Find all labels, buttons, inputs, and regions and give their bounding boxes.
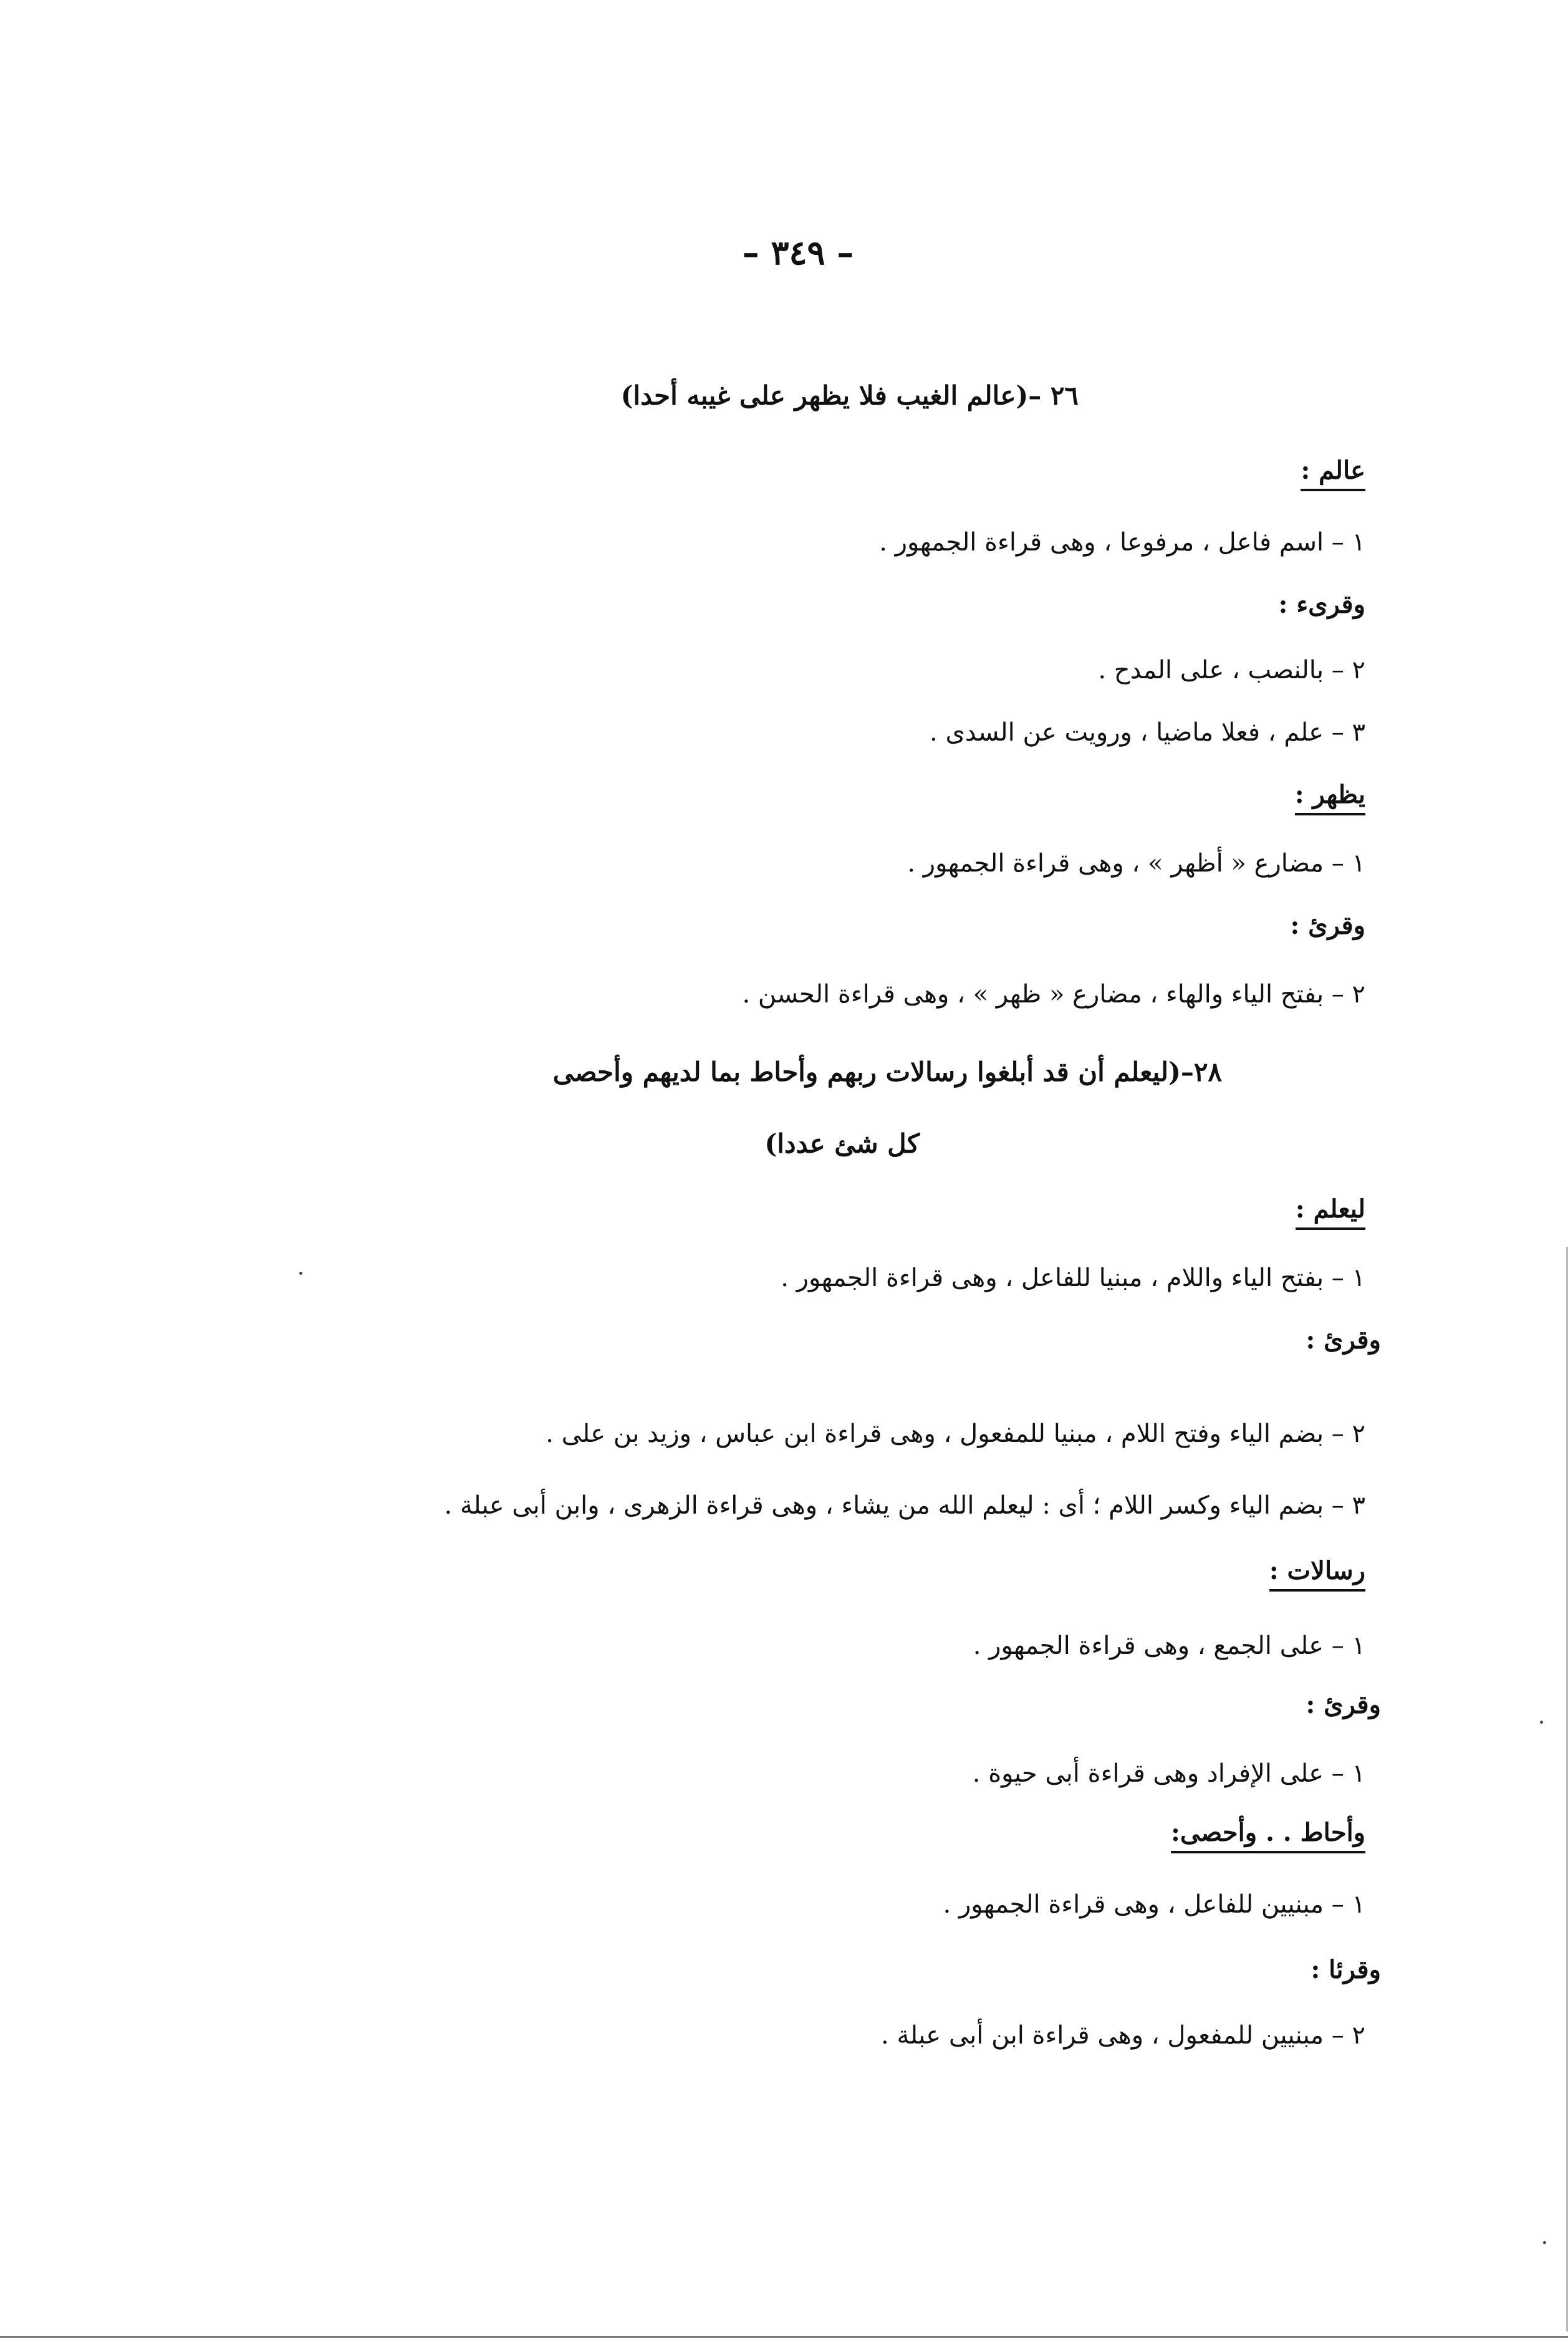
- verse-26: ٢٦ –(عالم الغيب فلا يظهر على غيبه أحدا): [620, 380, 1079, 411]
- yuzhir-reading-1: ١ – مضارع « أظهر » ، وهى قراءة الجمهور .: [907, 849, 1365, 878]
- ahata-reading-1: ١ – مبنيين للفاعل ، وهى قراءة الجمهور .: [943, 1890, 1365, 1919]
- scan-speck: [1543, 2241, 1546, 2244]
- scan-speck: [1540, 1721, 1543, 1724]
- alim-variant-label: وقرىء :: [1278, 590, 1365, 619]
- heading-liyalam-text: ليعلم :: [1296, 1194, 1365, 1230]
- risalat-reading-1: ١ – على الجمع ، وهى قراءة الجمهور .: [973, 1631, 1365, 1660]
- ahata-variant-label: وقرئا :: [1311, 1955, 1381, 1984]
- risalat-reading-2: ١ – على الإفراد وهى قراءة أبى حيوة .: [972, 1759, 1365, 1788]
- verse-28-line-1: ٢٨–(ليعلم أن قد أبلغوا رسالات ربهم وأحاط بما لديهم وأحصى: [552, 1057, 1222, 1087]
- yuzhir-variant-label: وقرئ :: [1290, 911, 1365, 940]
- heading-alim-text: عالم :: [1301, 456, 1365, 491]
- page-number: – ٣٤٩ –: [742, 233, 854, 272]
- alim-reading-3: ٣ – علم ، فعلا ماضيا ، ورويت عن السدى .: [930, 718, 1365, 747]
- heading-liyalam: [1296, 1191, 1365, 1228]
- alim-reading-2: ٢ – بالنصب ، على المدح .: [1098, 656, 1365, 684]
- ahata-reading-2: ٢ – مبنيين للمفعول ، وهى قراءة ابن أبى عبلة .: [881, 2021, 1365, 2050]
- risalat-variant-label: وقرئ :: [1306, 1690, 1381, 1719]
- heading-yuzhir: [1295, 776, 1365, 814]
- verse-28-line-2: كل شئ عددا): [764, 1128, 920, 1159]
- heading-ahata-text: وأحاط . . وأحصى:: [1171, 1818, 1365, 1853]
- liyalam-variant-label: وقرئ :: [1306, 1325, 1381, 1355]
- scan-speck: [299, 1272, 302, 1275]
- liyalam-reading-3: ٣ – بضم الياء وكسر اللام ؛ أى : ليعلم الله من يشاء ، وهى قراءة الزهرى ، وابن أبى عبلة .: [444, 1491, 1365, 1520]
- heading-ahata: [1171, 1814, 1365, 1852]
- liyalam-reading-2: ٢ – بضم الياء وفتح اللام ، مبنيا للمفعول ، وهى قراءة ابن عباس ، وزيد بن على .: [546, 1419, 1365, 1448]
- liyalam-reading-1: ١ – بفتح الياء واللام ، مبنيا للفاعل ، وهى قراءة الجمهور .: [781, 1264, 1365, 1292]
- alim-reading-1: ١ – اسم فاعل ، مرفوعا ، وهى قراءة الجمهور .: [879, 528, 1365, 557]
- heading-risalat-text: رسالات :: [1269, 1556, 1365, 1592]
- heading-risalat: [1269, 1552, 1365, 1590]
- yuzhir-reading-2: ٢ – بفتح الياء والهاء ، مضارع « ظهر » ، وهى قراءة الحسن .: [742, 980, 1365, 1009]
- heading-alim: [1301, 452, 1365, 489]
- scan-bottom-edge: [0, 2336, 1568, 2338]
- heading-yuzhir-text: يظهر :: [1295, 780, 1365, 815]
